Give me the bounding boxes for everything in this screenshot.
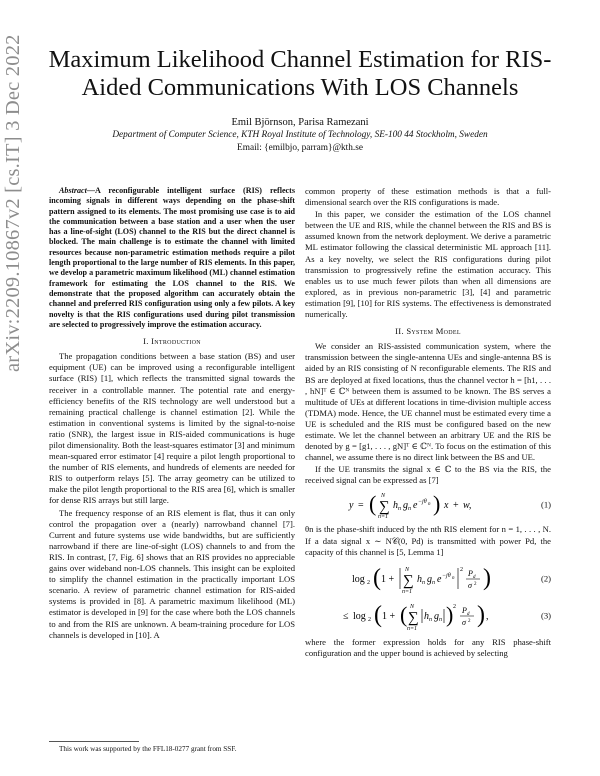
svg-text:(: (: [374, 601, 382, 628]
svg-text:g: g: [403, 500, 408, 512]
svg-text:log: log: [353, 610, 366, 622]
svg-text:): ): [446, 601, 454, 627]
system-model-paragraph-1: We consider an RIS-assisted communication system, where the transmission between the single-antenna UEs and single-antenna BS is aided by an RIS consisting of N reconfigurable elements. The RIS and BS are deployed at fixed locations, thus the channel vector h = [h1, . . . , hN]ᵀ ∈ ℂᴺ between them is assumed to be known. The BS serves a multitude of UEs at different locations in time-division multiple access (TDMA) mode. Hence, the UE channel must be estimated every time a UE is scheduled and the RIS must be configured based on the new estimate. We let the channel between an arbitrary UE and the RIS be denoted by g = [g1, . . . , gN]ᵀ ∈ ℂᴺ. To focus on the estimation of this channel, we assume there is no direct link between the BS and UE.: [305, 341, 551, 463]
intro-paragraph-1: The propagation conditions between a base station (BS) and user equipment (UE) can be improved using a reconfigurable intelligent surface (RIS) [1], which reflects the transmitted signal towards the receiver in a controllable manner. The potential rate and energy-efficiency benefits of the RIS technology are well understood but a remaining practical challenge is channel estimation [2]. While the estimation in conventional systems is limited by the signal-to-noise ratio (SNR), the largest issue in RIS-aided communications is huge pilot dimensionality. Both the least-squares estimator [3] and minimum mean-squared error estimator [4] require a pilot length proportional to the number of RIS elements, and hundreds of elements are needed for RIS to outperform relays [5]. The array geometry can be utilized to make the pilot length proportional to the RIS area [6], which is smaller for dense RIS arrays but still large.: [49, 351, 295, 506]
svg-text:(: (: [373, 564, 381, 591]
right-column: [305, 186, 551, 660]
svg-text:2: 2: [367, 579, 370, 586]
svg-text:g: g: [427, 573, 432, 585]
system-model-paragraph-2: If the UE transmits the signal x ∈ ℂ to the BS via the RIS, the received signal can be expressed as [7]: [305, 464, 551, 486]
svg-text:+: +: [453, 500, 459, 512]
svg-text:n: n: [408, 506, 411, 513]
svg-text:∑: ∑: [379, 499, 390, 516]
svg-text:2: 2: [368, 616, 371, 623]
svg-text:): ): [483, 564, 491, 591]
system-model-paragraph-3: θn is the phase-shift induced by the nth RIS element for n = 1, . . . , N. If a data signal x ∼ N𝒞(0, Pd) is transmitted with power Pd, the capacity of this channel is [5, Lemma 1]: [305, 524, 551, 557]
equation-1: [305, 491, 551, 519]
svg-text:h: h: [417, 573, 422, 585]
equation-2-number: (2): [540, 573, 551, 584]
svg-text:e: e: [413, 500, 418, 512]
equation-2: [305, 563, 551, 595]
equation-2-formula: [348, 563, 508, 595]
svg-text:2: 2: [468, 618, 471, 624]
svg-text:w,: w,: [463, 500, 472, 512]
svg-text:2: 2: [474, 581, 477, 587]
section-heading-introduction: I. Introduction: [143, 336, 201, 347]
svg-text:∑: ∑: [408, 609, 419, 626]
svg-text:(: (: [400, 601, 408, 627]
equation-1-number: (1): [540, 499, 551, 510]
svg-text:σ: σ: [462, 617, 466, 627]
svg-text:e: e: [437, 573, 442, 585]
svg-text:n: n: [432, 579, 435, 586]
right-paragraph-0: common property of these estimation methods is that a full-dimensional search over the RIS configurations is made.: [305, 186, 551, 208]
svg-text:n=1: n=1: [407, 625, 418, 632]
intro-paragraph-2: The frequency response of an RIS element is flat, thus it can only control the propagation over a (nearly) narrowband channel [7]. Current and future systems use wide bandwidths, but are sufficiently narrowband if there are line-of-sight (LOS) channels to and from the RIS. In contrast, [7, Fig. 6] shows that an RIS provides no appreciable gains over wideband non-LOS channels. This insight can be exploited to simplify the channel estimation in the practically important LOS scenario. A review of parametric channel estimation for RIS-aided systems is provided in [8]. A parametric maximum likelihood (ML) estimator is developed in [9] for the case where both the LOS channels to and from the RIS are unknown. A beam-training procedure for LOS channels is developed in [10]. A: [49, 507, 295, 640]
svg-text:−jθ: −jθ: [418, 499, 427, 506]
svg-text:n: n: [398, 506, 401, 513]
paper-title: Maximum Likelihood Channel Estimation for RIS-Aided Communications With LOS Channels: [48, 46, 552, 101]
svg-text:−jθ: −jθ: [442, 572, 451, 579]
left-column: [49, 186, 295, 642]
svg-text:P: P: [462, 605, 467, 615]
svg-text:N: N: [381, 493, 386, 500]
svg-text:n: n: [429, 616, 432, 623]
svg-text:g: g: [434, 610, 439, 622]
svg-text:P: P: [468, 568, 473, 578]
svg-text:2: 2: [460, 566, 463, 573]
svg-text:log: log: [352, 573, 365, 585]
paper-authors: Emil Björnson, Parisa Ramezani: [231, 117, 369, 128]
svg-text:≤: ≤: [343, 610, 349, 622]
svg-text:d: d: [467, 611, 470, 617]
svg-text:N: N: [410, 603, 415, 610]
svg-text:n: n: [452, 575, 455, 581]
svg-text:2: 2: [453, 603, 456, 610]
right-paragraph-1: In this paper, we consider the estimation of the LOS channel between the UE and RIS, while the channel between the RIS and BS is assumed known from the network deployment. We derive a parametric ML estimator following the classical deterministic ML approach [11]. As a key novelty, we select the RIS configurations during pilot transmission to progressively refine the estimation accuracy. This enables us to use much fewer pilots than when all dimensions are explored, as in previous non-parametric [3], [4] and parametric estimation [9], [10] for RIS systems. The effectiveness is demonstrated numerically.: [305, 209, 551, 320]
svg-text:(: (: [369, 491, 377, 517]
paper-affiliation: Department of Computer Science, KTH Royal Institute of Technology, SE-100 44 Stockholm, Sweden: [112, 130, 488, 140]
svg-text:h: h: [424, 610, 429, 622]
footnote: This work was supported by the FFL18-0277 grant from SSF.: [59, 745, 237, 753]
svg-text:1 +: 1 +: [382, 610, 396, 622]
svg-text:n: n: [422, 579, 425, 586]
svg-text:,: ,: [486, 610, 489, 622]
svg-text:n: n: [439, 616, 442, 623]
svg-text:n: n: [428, 502, 431, 508]
svg-text:N: N: [405, 566, 410, 573]
svg-text:1 +: 1 +: [381, 573, 395, 585]
svg-text:h: h: [393, 500, 398, 512]
abstract: [49, 186, 295, 330]
svg-text:d: d: [473, 574, 476, 580]
svg-text:): ): [433, 491, 441, 517]
svg-text:=: =: [358, 500, 364, 512]
svg-text:): ): [477, 601, 485, 628]
footnote-rule: [49, 741, 139, 742]
abstract-text: —A reconfigurable intelligent surface (RIS) reflects incoming signals in different ways depending on the phase-shift pattern assigned to its elements. The most promising use case is to aid the communication between a base station and a user when the user has a line-of-sight (LOS) channel to the RIS but the direct channel is blocked. The main challenge is to estimate the channel with limited resources because non-parametric estimation methods require a pilot length proportional to the large number of RIS elements. In this paper, we develop a parametric maximum likelihood (ML) channel estimation framework for estimating the LOS channel to the RIS. We demonstrate that the proposed algorithm can accurately obtain the channel and preferred RIS configuration using only a few pilots. A key novelty is that the RIS configurations used during pilot transmission are selected to progressively improve the estimation accuracy.: [49, 186, 295, 329]
svg-text:n=1: n=1: [378, 514, 389, 520]
equation-3-number: (3): [540, 610, 551, 621]
system-model-paragraph-4: where the former expression holds for any RIS phase-shift configuration and the upper bound is achieved by selecting: [305, 636, 551, 658]
svg-text:∑: ∑: [403, 572, 414, 589]
svg-text:n=1: n=1: [402, 588, 413, 595]
equation-3-formula: [343, 600, 513, 632]
svg-text:x: x: [444, 500, 449, 512]
equation-3: [305, 600, 551, 632]
section-heading-system-model: II. System Model: [395, 326, 461, 337]
arxiv-identifier: arXiv:2209.10867v2 [cs.IT] 3 Dec 2022: [2, 34, 24, 372]
paper-email: Email: {emilbjo, parram}@kth.se: [237, 143, 363, 153]
svg-text:y: y: [349, 500, 354, 512]
equation-1-formula: [343, 491, 513, 519]
abstract-label: Abstract: [59, 186, 87, 195]
svg-text:σ: σ: [468, 580, 472, 590]
